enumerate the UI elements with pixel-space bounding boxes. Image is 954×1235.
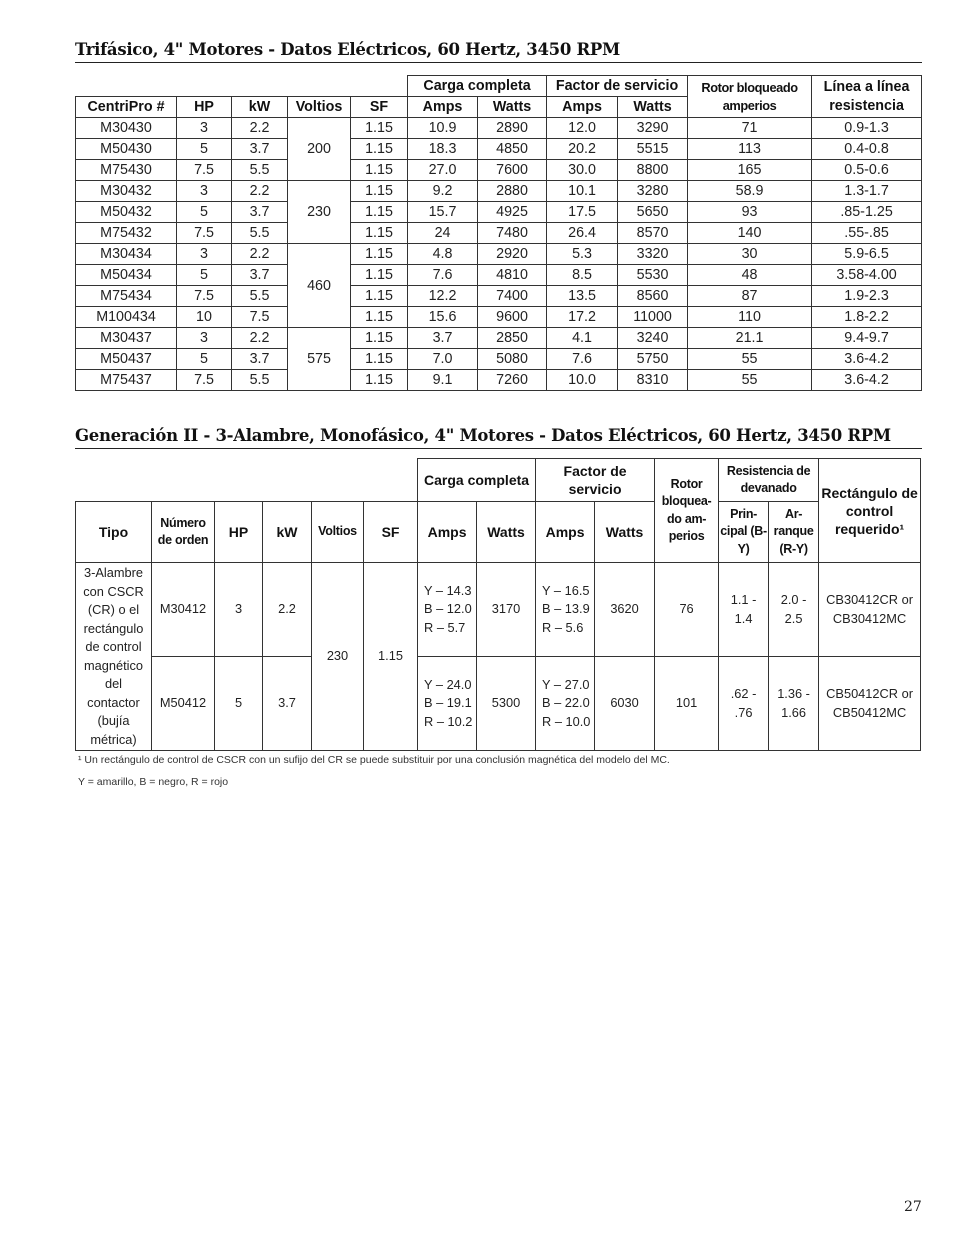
carga-amps-cell: 9.2	[408, 181, 478, 202]
table-row	[76, 370, 922, 391]
voltios-cell: 230	[312, 563, 364, 751]
sf-watts-cell: 8800	[618, 160, 688, 181]
sf-amps-cell: 5.3	[547, 244, 618, 265]
header-spacer	[76, 76, 408, 97]
hp-cell: 5	[177, 139, 232, 160]
rotor-cell: 21.1	[688, 328, 812, 349]
rotor-cell: 165	[688, 160, 812, 181]
carga-amps-cell: 7.6	[408, 265, 478, 286]
hp-cell: 7.5	[177, 370, 232, 391]
table-row	[76, 181, 922, 202]
model-cell: M50432	[76, 202, 177, 223]
header-spacer	[76, 459, 418, 502]
carga-amps-cell: 18.3	[408, 139, 478, 160]
control-line: CB30412MC	[832, 610, 907, 626]
rotor-cell: 30	[688, 244, 812, 265]
sf-amps-cell: 17.5	[547, 202, 618, 223]
table-row	[76, 657, 921, 751]
hp-cell: 7.5	[177, 286, 232, 307]
amps-line: Y – 16.5	[542, 582, 590, 598]
sf-cell: 1.15	[351, 265, 408, 286]
carga-amps-cell: 15.6	[408, 307, 478, 328]
table-row	[76, 349, 922, 370]
sf-watts-cell: 3620	[595, 563, 655, 657]
resistencia-cell: 1.8-2.2	[812, 307, 922, 328]
model-cell: M50430	[76, 139, 177, 160]
header-carga-completa: Carga completa	[418, 459, 536, 502]
sf-cell: 1.15	[351, 139, 408, 160]
kw-cell: 2.2	[232, 118, 288, 139]
sf-cell: 1.15	[351, 160, 408, 181]
hp-cell: 5	[215, 657, 263, 751]
arranque-cell: 2.0 - 2.5	[769, 563, 819, 657]
amps-line: Y – 24.0	[424, 676, 472, 692]
model-cell: M75437	[76, 370, 177, 391]
sf-watts-cell: 5650	[618, 202, 688, 223]
sf-cell: 1.15	[351, 223, 408, 244]
table-row	[76, 139, 922, 160]
amps-line: B – 19.1	[424, 695, 472, 711]
resistencia-cell: 0.5-0.6	[812, 160, 922, 181]
table-row	[76, 563, 921, 657]
header-resistencia-devanado: Resistencia de devanado	[719, 459, 819, 502]
resistencia-cell: 0.4-0.8	[812, 139, 922, 160]
col-carga-amps: Amps	[418, 502, 477, 563]
sf-watts-cell: 6030	[595, 657, 655, 751]
sf-cell: 1.15	[351, 118, 408, 139]
three-phase-motor-table	[75, 75, 922, 391]
table2-title: Generación II - 3-Alambre, Monofásico, 4" Motores - Datos Eléctricos, 60 Hertz, 3450 RPM	[75, 426, 922, 449]
carga-amps-cell: 7.0	[408, 349, 478, 370]
sf-cell: 1.15	[351, 370, 408, 391]
sf-amps-cell: 4.1	[547, 328, 618, 349]
kw-cell: 5.5	[232, 286, 288, 307]
kw-cell: 3.7	[232, 139, 288, 160]
model-cell: M75430	[76, 160, 177, 181]
col-numero-orden: Número de orden	[152, 502, 215, 563]
rotor-cell: 48	[688, 265, 812, 286]
control-line: CB30412CR or	[826, 592, 913, 607]
col-carga-watts: Watts	[478, 97, 547, 118]
hp-cell: 3	[177, 328, 232, 349]
model-cell: M50437	[76, 349, 177, 370]
sf-cell: 1.15	[351, 244, 408, 265]
col-sf-watts: Watts	[618, 97, 688, 118]
col-sf: SF	[364, 502, 418, 563]
carga-amps-cell: 10.9	[408, 118, 478, 139]
sf-cell: 1.15	[364, 563, 418, 751]
tipo-cell: 3-Alambre con CSCR (CR) o el rectángulo de control magnético del contactor (bujía métrica)	[76, 563, 152, 751]
carga-watts-cell: 2850	[478, 328, 547, 349]
table-row	[76, 265, 922, 286]
table-row	[76, 244, 922, 265]
hp-cell: 3	[177, 181, 232, 202]
col-hp: HP	[177, 97, 232, 118]
table-row	[76, 160, 922, 181]
control-cell	[819, 657, 921, 751]
resistencia-cell: 3.6-4.2	[812, 370, 922, 391]
resistencia-cell: 5.9-6.5	[812, 244, 922, 265]
carga-watts-cell: 2920	[478, 244, 547, 265]
carga-watts-cell: 2880	[478, 181, 547, 202]
amps-line: B – 13.9	[542, 601, 590, 617]
col-sf-amps: Amps	[547, 97, 618, 118]
carga-watts-cell: 4925	[478, 202, 547, 223]
carga-amps-cell: 9.1	[408, 370, 478, 391]
amps-line: R – 10.0	[542, 713, 591, 729]
amps-line: B – 12.0	[424, 601, 472, 617]
sf-amps-cell: 10.0	[547, 370, 618, 391]
table-row	[76, 328, 922, 349]
sf-amps-cell: 7.6	[547, 349, 618, 370]
control-cell	[819, 563, 921, 657]
header-factor-servicio: Factor de servicio	[536, 459, 655, 502]
kw-cell: 3.7	[232, 202, 288, 223]
amps-line: R – 5.6	[542, 619, 584, 635]
hp-cell: 3	[177, 244, 232, 265]
hp-cell: 5	[177, 265, 232, 286]
sf-amps-cell: 30.0	[547, 160, 618, 181]
carga-watts-cell: 4850	[478, 139, 547, 160]
carga-amps-cell: 12.2	[408, 286, 478, 307]
hp-cell: 7.5	[177, 160, 232, 181]
sf-watts-cell: 3290	[618, 118, 688, 139]
model-cell: M30430	[76, 118, 177, 139]
hp-cell: 3	[215, 563, 263, 657]
sf-watts-cell: 3240	[618, 328, 688, 349]
col-centripro: CentriPro #	[76, 97, 177, 118]
sf-cell: 1.15	[351, 286, 408, 307]
table-row	[76, 223, 922, 244]
control-line: CB50412CR or	[826, 686, 913, 701]
orden-cell: M50412	[152, 657, 215, 751]
sf-cell: 1.15	[351, 328, 408, 349]
carga-watts-cell: 9600	[478, 307, 547, 328]
control-line: CB50412MC	[832, 704, 907, 720]
table-row	[76, 202, 922, 223]
sf-amps-cell: 12.0	[547, 118, 618, 139]
color-legend: Y = amarillo, B = negro, R = rojo	[78, 776, 229, 788]
kw-cell: 5.5	[232, 370, 288, 391]
sf-watts-cell: 8570	[618, 223, 688, 244]
sf-watts-cell: 5515	[618, 139, 688, 160]
sf-watts-cell: 8560	[618, 286, 688, 307]
kw-cell: 5.5	[232, 223, 288, 244]
carga-watts-cell: 3170	[477, 563, 536, 657]
kw-cell: 3.7	[263, 657, 312, 751]
rotor-cell: 140	[688, 223, 812, 244]
sf-amps-cell: 20.2	[547, 139, 618, 160]
col-kw: kW	[263, 502, 312, 563]
hp-cell: 7.5	[177, 223, 232, 244]
resistencia-cell: .85-1.25	[812, 202, 922, 223]
voltage-cell: 200	[288, 118, 351, 181]
carga-amps-cell: 3.7	[408, 328, 478, 349]
model-cell: M100434	[76, 307, 177, 328]
carga-amps-cell: 24	[408, 223, 478, 244]
table1-title: Trifásico, 4" Motores - Datos Eléctricos, 60 Hertz, 3450 RPM	[75, 40, 922, 63]
sf-watts-cell: 3280	[618, 181, 688, 202]
rotor-cell: 55	[688, 370, 812, 391]
model-cell: M30437	[76, 328, 177, 349]
resistencia-cell: 1.9-2.3	[812, 286, 922, 307]
table-row	[76, 307, 922, 328]
header-factor-servicio: Factor de servicio	[547, 76, 688, 97]
amps-line: R – 10.2	[424, 713, 473, 729]
model-cell: M50434	[76, 265, 177, 286]
sf-watts-cell: 3320	[618, 244, 688, 265]
sf-watts-cell: 8310	[618, 370, 688, 391]
sf-watts-cell: 5750	[618, 349, 688, 370]
hp-cell: 3	[177, 118, 232, 139]
header-rotor-bloqueado: Rotor bloqueado amperios	[688, 76, 812, 118]
carga-watts-cell: 4810	[478, 265, 547, 286]
sf-cell: 1.15	[351, 202, 408, 223]
kw-cell: 3.7	[232, 349, 288, 370]
sf-cell: 1.15	[351, 181, 408, 202]
model-cell: M30434	[76, 244, 177, 265]
col-sf: SF	[351, 97, 408, 118]
col-arranque: Ar-ranque (R-Y)	[769, 502, 819, 563]
voltage-cell: 230	[288, 181, 351, 244]
rotor-cell: 87	[688, 286, 812, 307]
carga-watts-cell: 2890	[478, 118, 547, 139]
sf-watts-cell: 11000	[618, 307, 688, 328]
kw-cell: 5.5	[232, 160, 288, 181]
resistencia-cell: 9.4-9.7	[812, 328, 922, 349]
resistencia-cell: .55-.85	[812, 223, 922, 244]
col-voltios: Voltios	[288, 97, 351, 118]
carga-watts-cell: 7480	[478, 223, 547, 244]
header-carga-completa: Carga completa	[408, 76, 547, 97]
table-row	[76, 118, 922, 139]
col-sf-amps: Amps	[536, 502, 595, 563]
single-phase-motor-table	[75, 458, 921, 751]
page-number: 27	[904, 1199, 922, 1215]
rotor-cell: 71	[688, 118, 812, 139]
col-principal: Prin-cipal (B-Y)	[719, 502, 769, 563]
header-rectangulo-control: Rectángulo de control requerido¹	[819, 459, 921, 563]
model-cell: M75432	[76, 223, 177, 244]
voltage-cell: 460	[288, 244, 351, 328]
col-carga-amps: Amps	[408, 97, 478, 118]
principal-cell: 1.1 - 1.4	[719, 563, 769, 657]
voltage-cell: 575	[288, 328, 351, 391]
rotor-cell: 93	[688, 202, 812, 223]
kw-cell: 2.2	[232, 244, 288, 265]
table-row	[76, 286, 922, 307]
resistencia-cell: 1.3-1.7	[812, 181, 922, 202]
resistencia-cell: 3.6-4.2	[812, 349, 922, 370]
amps-line: Y – 27.0	[542, 676, 590, 692]
col-sf-watts: Watts	[595, 502, 655, 563]
col-kw: kW	[232, 97, 288, 118]
col-hp: HP	[215, 502, 263, 563]
sf-amps-cell	[536, 563, 595, 657]
sf-amps-cell: 13.5	[547, 286, 618, 307]
orden-cell: M30412	[152, 563, 215, 657]
amps-line: R – 5.7	[424, 619, 466, 635]
kw-cell: 2.2	[263, 563, 312, 657]
carga-amps-cell: 4.8	[408, 244, 478, 265]
header-linea-resistencia: Línea a línea resistencia	[812, 76, 922, 118]
kw-cell: 3.7	[232, 265, 288, 286]
carga-amps-cell	[418, 657, 477, 751]
carga-amps-cell: 27.0	[408, 160, 478, 181]
arranque-cell: 1.36 - 1.66	[769, 657, 819, 751]
principal-cell: .62 - .76	[719, 657, 769, 751]
resistencia-cell: 3.58-4.00	[812, 265, 922, 286]
amps-line: Y – 14.3	[424, 582, 472, 598]
kw-cell: 2.2	[232, 328, 288, 349]
sf-amps-cell: 10.1	[547, 181, 618, 202]
carga-watts-cell: 7600	[478, 160, 547, 181]
model-cell: M75434	[76, 286, 177, 307]
carga-amps-cell: 15.7	[408, 202, 478, 223]
sf-cell: 1.15	[351, 349, 408, 370]
sf-watts-cell: 5530	[618, 265, 688, 286]
rotor-cell: 58.9	[688, 181, 812, 202]
hp-cell: 5	[177, 202, 232, 223]
col-tipo: Tipo	[76, 502, 152, 563]
header-rotor-bloqueado: Rotor bloquea-do am-perios	[655, 459, 719, 563]
rotor-cell: 113	[688, 139, 812, 160]
hp-cell: 10	[177, 307, 232, 328]
model-cell: M30432	[76, 181, 177, 202]
sf-cell: 1.15	[351, 307, 408, 328]
carga-watts-cell: 5080	[478, 349, 547, 370]
footnote: ¹ Un rectángulo de control de CSCR con un sufijo del CR se puede substituir por una conclusión magnética del modelo del MC.	[78, 754, 670, 766]
sf-amps-cell: 8.5	[547, 265, 618, 286]
resistencia-cell: 0.9-1.3	[812, 118, 922, 139]
carga-amps-cell	[418, 563, 477, 657]
rotor-cell: 110	[688, 307, 812, 328]
col-carga-watts: Watts	[477, 502, 536, 563]
amps-line: B – 22.0	[542, 695, 590, 711]
kw-cell: 7.5	[232, 307, 288, 328]
carga-watts-cell: 7400	[478, 286, 547, 307]
col-voltios: Voltios	[312, 502, 364, 563]
sf-amps-cell	[536, 657, 595, 751]
carga-watts-cell: 7260	[478, 370, 547, 391]
sf-amps-cell: 26.4	[547, 223, 618, 244]
rotor-cell: 101	[655, 657, 719, 751]
hp-cell: 5	[177, 349, 232, 370]
carga-watts-cell: 5300	[477, 657, 536, 751]
rotor-cell: 55	[688, 349, 812, 370]
rotor-cell: 76	[655, 563, 719, 657]
kw-cell: 2.2	[232, 181, 288, 202]
sf-amps-cell: 17.2	[547, 307, 618, 328]
